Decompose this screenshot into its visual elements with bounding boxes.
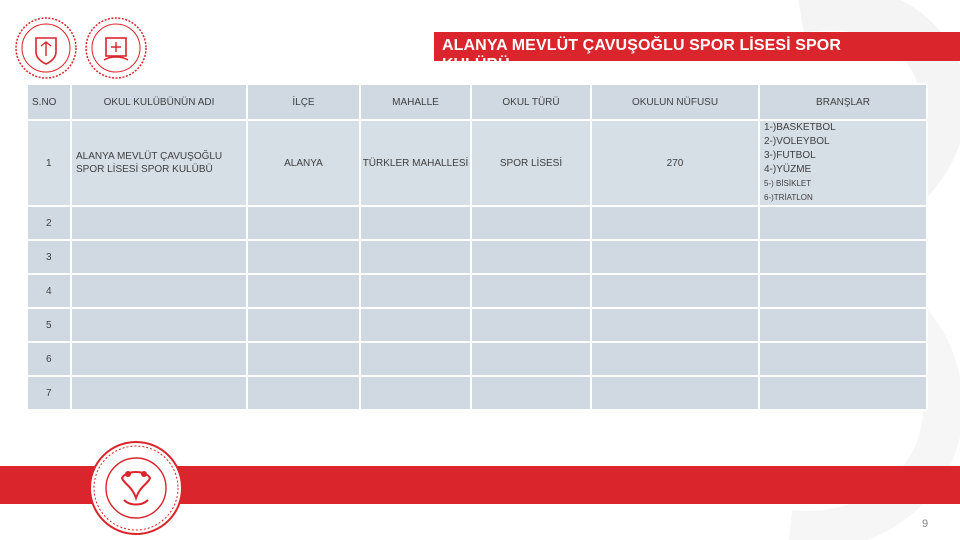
header-district: İLÇE [247,84,360,120]
table-row [27,206,927,240]
branch-item: 5-) BİSİKLET [764,179,812,188]
header-population: OKULUN NÜFUSU [591,84,759,120]
table-row [27,308,927,342]
row-number: 1 [27,120,71,206]
row-number: 6 [27,342,71,376]
branch-item: 1-)BASKETBOL [764,122,836,133]
table-row [27,120,927,206]
row-number: 3 [27,240,71,274]
branch-item: 3-)FUTBOL [764,150,816,161]
header-no: S.NO [27,84,71,120]
neighborhood: TÜRKLER MAHALLESİ [360,120,471,206]
table-row [27,274,927,308]
school-emblem-icon [84,16,148,80]
table-row [27,240,927,274]
branches-list [759,120,927,206]
header-neighborhood: MAHALLE [360,84,471,120]
row-number: 4 [27,274,71,308]
branch-item: 6-)TRİATLON [764,193,813,202]
row-number: 7 [27,376,71,410]
ministry-emblem-icon [14,16,78,80]
table-row [27,342,927,376]
page-title-overflow: KULÜBÜ [442,56,510,73]
row-number: 2 [27,206,71,240]
clubs-table [26,83,928,411]
header-club: OKUL KULÜBÜNÜN ADI [71,84,247,120]
header-school-type: OKUL TÜRÜ [471,84,591,120]
title-banner [434,32,960,73]
population: 270 [591,120,759,206]
branch-item: 2-)VOLEYBOL [764,136,830,147]
table-header-row [27,84,927,120]
youth-sports-ministry-emblem-icon [88,440,184,536]
table-row [27,376,927,410]
school-type: SPOR LİSESİ [471,120,591,206]
row-number: 5 [27,308,71,342]
club-name: ALANYA MEVLÜT ÇAVUŞOĞLU SPOR LİSESİ SPOR KULÜBÜ [71,120,247,206]
page-number: 9 [922,518,929,530]
branch-item: 4-)YÜZME [764,164,812,175]
page-title: ALANYA MEVLÜT ÇAVUŞOĞLU SPOR LİSESİ SPOR [442,37,842,54]
district: ALANYA [247,120,360,206]
header-branches: BRANŞLAR [759,84,927,120]
